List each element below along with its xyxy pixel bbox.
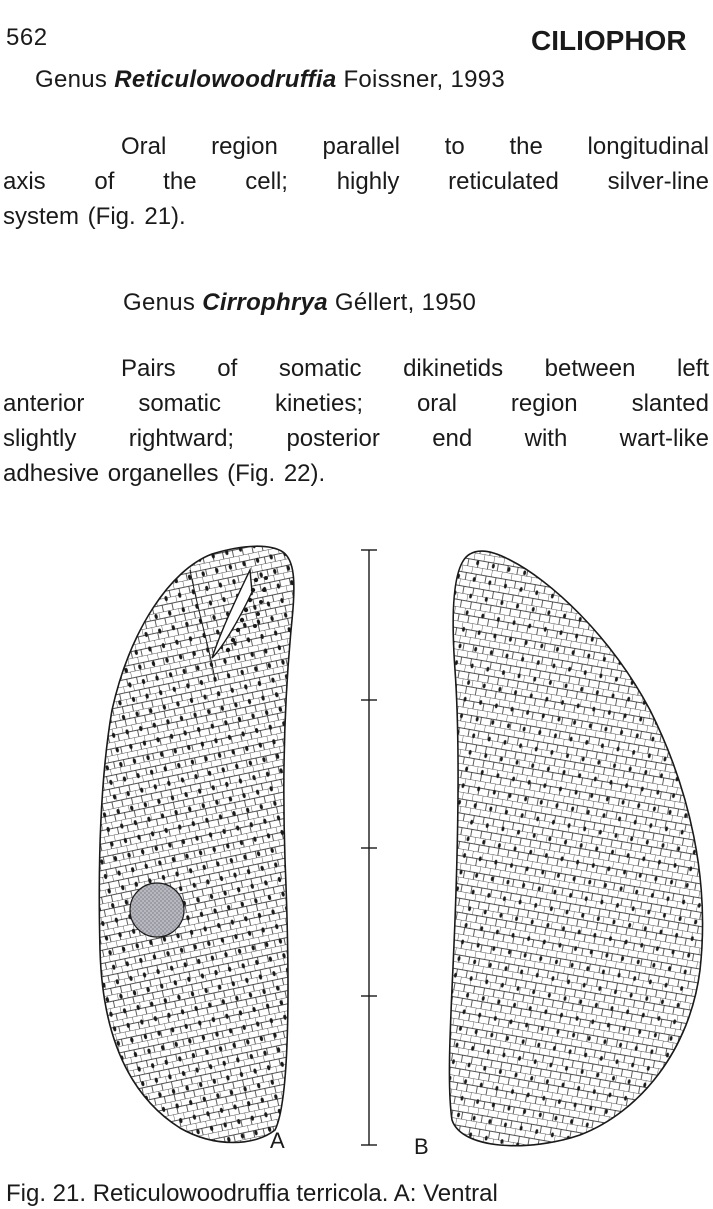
cell-drawing-a: [90, 540, 300, 1160]
paragraph-line: adhesive organelles (Fig. 22).: [3, 460, 326, 487]
cell-drawing-b: [440, 540, 710, 1160]
figure-21: [0, 540, 713, 1160]
paragraph-line: anterior somatic kineties; oral region slanted: [3, 390, 709, 417]
paragraph-line: Oral region parallel to the longitudinal: [121, 133, 709, 160]
genus-prefix: Genus: [35, 66, 108, 93]
paragraph-line: Pairs of somatic dikinetids between left: [121, 355, 709, 382]
genus-heading-cirrophrya: [123, 289, 476, 317]
genus-prefix: Genus: [123, 289, 196, 316]
figure-caption: Fig. 21. Reticulowoodruffia terricola. A: Ventral: [6, 1180, 498, 1207]
paragraph-line: system (Fig. 21).: [3, 203, 186, 230]
scale-bar: [361, 550, 377, 1145]
panel-label-a: A: [270, 1128, 285, 1153]
genus-authority: Foissner, 1993: [343, 66, 506, 93]
genus-authority: Géllert, 1950: [334, 289, 477, 316]
genus-name: Reticulowoodruffia: [114, 66, 337, 93]
genus-name: Cirrophrya: [202, 289, 328, 316]
paragraph-line: axis of the cell; highly reticulated silver-line: [3, 168, 709, 195]
running-head: CILIOPHOR: [531, 25, 687, 56]
paragraph-cirrophrya: [3, 351, 709, 491]
macronucleus: [130, 883, 184, 937]
paragraph-line: slightly rightward; posterior end with wart-like: [3, 425, 709, 452]
genus-heading-reticulowoodruffia: [35, 66, 505, 94]
panel-label-b: B: [414, 1134, 429, 1159]
page-number: 562: [6, 24, 48, 51]
paragraph-reticulowoodruffia: [3, 129, 709, 234]
